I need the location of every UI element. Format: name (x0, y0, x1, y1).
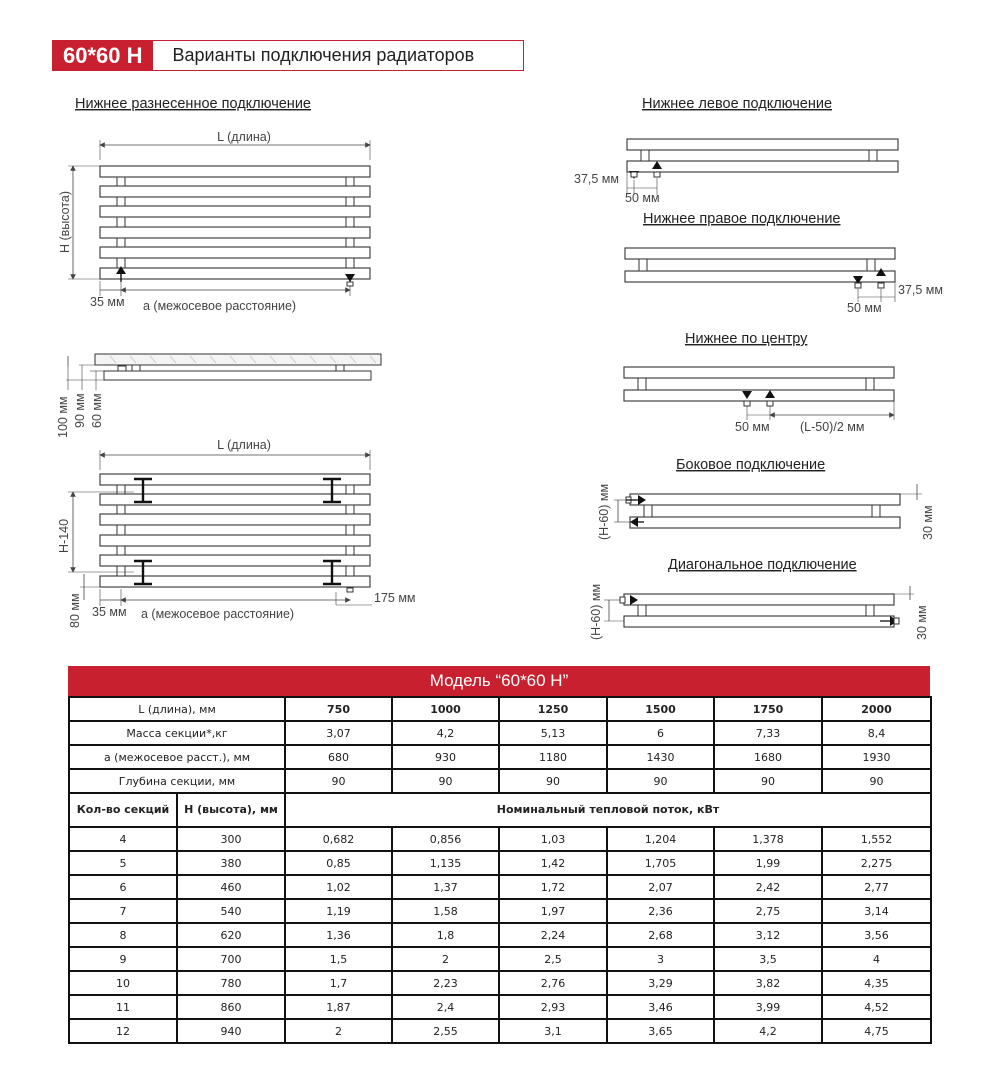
flow-cell: 4 (822, 947, 931, 971)
mounting-height-label: H-140 (57, 518, 71, 553)
flow-cell: 3,1 (499, 1019, 607, 1043)
mass-cell: 6 (607, 721, 714, 745)
flow-cell: 2,77 (822, 875, 931, 899)
height-cell: 700 (177, 947, 285, 971)
depth-100-label: 100 мм (56, 396, 70, 438)
table-row (69, 827, 931, 851)
flow-cell: 2,275 (822, 851, 931, 875)
diagram-bottom-spaced (58, 96, 370, 313)
bottom-right-offset-label: 37,5 мм (898, 283, 943, 297)
center-cell: 1930 (822, 745, 931, 769)
diagram-bottom-center (624, 331, 894, 434)
flow-cell: 4,75 (822, 1019, 931, 1043)
flow-cell: 2,24 (499, 923, 607, 947)
sections-cell: 12 (69, 1019, 177, 1043)
flow-cell: 2,68 (607, 923, 714, 947)
flow-cell: 1,37 (392, 875, 499, 899)
mass-cell: 8,4 (822, 721, 931, 745)
spec-table (68, 696, 932, 1044)
depth-cell: 90 (822, 769, 931, 793)
diagonal-height-label: (H-60) мм (589, 583, 603, 640)
height-cell: 860 (177, 995, 285, 1019)
diagram-bottom-left-title: Нижнее левое подключение (642, 96, 833, 112)
height-cell: 620 (177, 923, 285, 947)
flow-cell: 4,2 (714, 1019, 822, 1043)
flow-cell: 3 (607, 947, 714, 971)
spec-table-title: Модель “60*60 H” (68, 666, 930, 696)
flow-cell: 1,19 (285, 899, 392, 923)
depth-90-label: 90 мм (73, 393, 87, 428)
depth-60-label: 60 мм (90, 393, 104, 428)
diagram-mounting (57, 438, 416, 628)
flow-cell: 1,204 (607, 827, 714, 851)
mounting-center-label: а (межосевое расстояние) (141, 607, 295, 621)
sections-cell: 5 (69, 851, 177, 875)
flow-cell: 1,7 (285, 971, 392, 995)
flow-cell: 2,42 (714, 875, 822, 899)
sections-cell: 11 (69, 995, 177, 1019)
table-row-depth (69, 769, 931, 793)
diagram-bottom-spaced-title: Нижнее разнесенное подключение (75, 96, 311, 112)
depth-cell: 90 (714, 769, 822, 793)
length-cell: 750 (285, 697, 392, 721)
table-row (69, 851, 931, 875)
sections-cell: 7 (69, 899, 177, 923)
height-cell: 940 (177, 1019, 285, 1043)
depth-row-label: Глубина секции, мм (69, 769, 285, 793)
mass-cell: 7,33 (714, 721, 822, 745)
diagram-bottom-left (574, 96, 898, 205)
model-badge: 60*60 H (53, 41, 153, 70)
flow-cell: 0,682 (285, 827, 392, 851)
diagram-bottom-right-title: Нижнее правое подключение (643, 211, 841, 227)
center-cell: 1180 (499, 745, 607, 769)
flow-cell: 1,5 (285, 947, 392, 971)
flow-cell: 3,5 (714, 947, 822, 971)
flow-cell: 3,29 (607, 971, 714, 995)
flow-cell: 3,12 (714, 923, 822, 947)
flow-cell: 1,42 (499, 851, 607, 875)
length-cell: 1750 (714, 697, 822, 721)
table-row (69, 947, 931, 971)
diagram-bottom-right (625, 211, 943, 315)
bottom-center-spacing-label: 50 мм (735, 420, 770, 434)
flow-cell: 3,99 (714, 995, 822, 1019)
bottom-left-offset-label: 37,5 мм (574, 172, 619, 186)
bottom-left-spacing-label: 50 мм (625, 191, 660, 205)
sections-header: Кол-во секций (69, 793, 177, 827)
flow-cell: 2,07 (607, 875, 714, 899)
diagram-diagonal-title: Диагональное подключение (668, 557, 857, 573)
flow-cell: 2 (392, 947, 499, 971)
flow-cell: 1,135 (392, 851, 499, 875)
flow-cell: 2,5 (499, 947, 607, 971)
table-row-center (69, 745, 931, 769)
flow-cell: 2 (285, 1019, 392, 1043)
mass-cell: 4,2 (392, 721, 499, 745)
height-label: H (высота) (58, 190, 72, 254)
side-height-label: (H-60) мм (597, 483, 611, 540)
pipe-offset-label: 175 мм (374, 591, 416, 605)
center-cell: 1430 (607, 745, 714, 769)
flow-cell: 2,23 (392, 971, 499, 995)
flow-cell: 1,02 (285, 875, 392, 899)
flow-cell: 0,85 (285, 851, 392, 875)
flow-cell: 4,52 (822, 995, 931, 1019)
table-row (69, 995, 931, 1019)
mass-cell: 3,07 (285, 721, 392, 745)
diagram-side-title: Боковое подключение (676, 457, 826, 473)
flow-cell: 3,65 (607, 1019, 714, 1043)
length-row-label: L (длина), мм (69, 697, 285, 721)
sections-cell: 9 (69, 947, 177, 971)
depth-cell: 90 (607, 769, 714, 793)
table-row (69, 971, 931, 995)
diagram-side-view (56, 354, 381, 438)
height-cell: 300 (177, 827, 285, 851)
mounting-length-label: L (длина) (217, 438, 271, 452)
height-cell: 460 (177, 875, 285, 899)
flow-cell: 1,58 (392, 899, 499, 923)
sections-cell: 10 (69, 971, 177, 995)
flow-cell: 1,87 (285, 995, 392, 1019)
center-distance-label: а (межосевое расстояние) (143, 299, 297, 313)
bottom-right-spacing-label: 50 мм (847, 301, 882, 315)
flow-cell: 1,03 (499, 827, 607, 851)
diagram-bottom-center-title: Нижнее по центру (685, 331, 808, 347)
table-header-row (69, 793, 931, 827)
flow-cell: 2,55 (392, 1019, 499, 1043)
page-title: Варианты подключения радиаторов (172, 45, 475, 65)
flow-cell: 2,4 (392, 995, 499, 1019)
flow-rows (69, 827, 931, 1043)
table-row (69, 875, 931, 899)
length-cell: 2000 (822, 697, 931, 721)
flow-cell: 2,36 (607, 899, 714, 923)
length-cell: 1000 (392, 697, 499, 721)
flow-cell: 3,14 (822, 899, 931, 923)
diagonal-offset-label: 30 мм (915, 605, 929, 640)
center-row-label: а (межосевое расст.), мм (69, 745, 285, 769)
table-row-length (69, 697, 931, 721)
flow-cell: 3,46 (607, 995, 714, 1019)
depth-cell: 90 (392, 769, 499, 793)
flow-cell: 3,56 (822, 923, 931, 947)
flow-cell: 1,705 (607, 851, 714, 875)
flow-cell: 1,8 (392, 923, 499, 947)
flow-cell: 1,97 (499, 899, 607, 923)
length-cell: 1250 (499, 697, 607, 721)
center-cell: 1680 (714, 745, 822, 769)
flow-cell: 1,36 (285, 923, 392, 947)
table-row (69, 923, 931, 947)
table-row (69, 1019, 931, 1043)
flow-cell: 1,99 (714, 851, 822, 875)
diagram-side (597, 457, 935, 540)
depth-cell: 90 (285, 769, 392, 793)
center-cell: 680 (285, 745, 392, 769)
side-offset-label: 30 мм (921, 505, 935, 540)
spec-table-section (68, 666, 930, 1044)
flow-cell: 0,856 (392, 827, 499, 851)
table-row (69, 899, 931, 923)
height-header: H (высота), мм (177, 793, 285, 827)
flow-cell: 2,75 (714, 899, 822, 923)
sections-cell: 8 (69, 923, 177, 947)
mass-cell: 5,13 (499, 721, 607, 745)
offset-label: 35 мм (90, 295, 125, 309)
flow-cell: 1,378 (714, 827, 822, 851)
diagram-diagonal (589, 557, 929, 640)
flow-cell: 1,72 (499, 875, 607, 899)
flow-header: Номинальный тепловой поток, кВт (285, 793, 931, 827)
table-row-mass (69, 721, 931, 745)
sections-cell: 4 (69, 827, 177, 851)
depth-cell: 90 (499, 769, 607, 793)
length-cell: 1500 (607, 697, 714, 721)
height-cell: 380 (177, 851, 285, 875)
flow-cell: 2,93 (499, 995, 607, 1019)
center-cell: 930 (392, 745, 499, 769)
flow-cell: 2,76 (499, 971, 607, 995)
flow-cell: 3,82 (714, 971, 822, 995)
flow-cell: 1,552 (822, 827, 931, 851)
height-cell: 780 (177, 971, 285, 995)
flow-cell: 4,35 (822, 971, 931, 995)
bottom-center-half-label: (L-50)/2 мм (800, 420, 865, 434)
mounting-offset-label: 35 мм (92, 605, 127, 619)
mounting-bottom-label: 80 мм (68, 593, 82, 628)
height-cell: 540 (177, 899, 285, 923)
sections-cell: 6 (69, 875, 177, 899)
mass-row-label: Масса секции*,кг (69, 721, 285, 745)
length-label: L (длина) (217, 130, 271, 144)
